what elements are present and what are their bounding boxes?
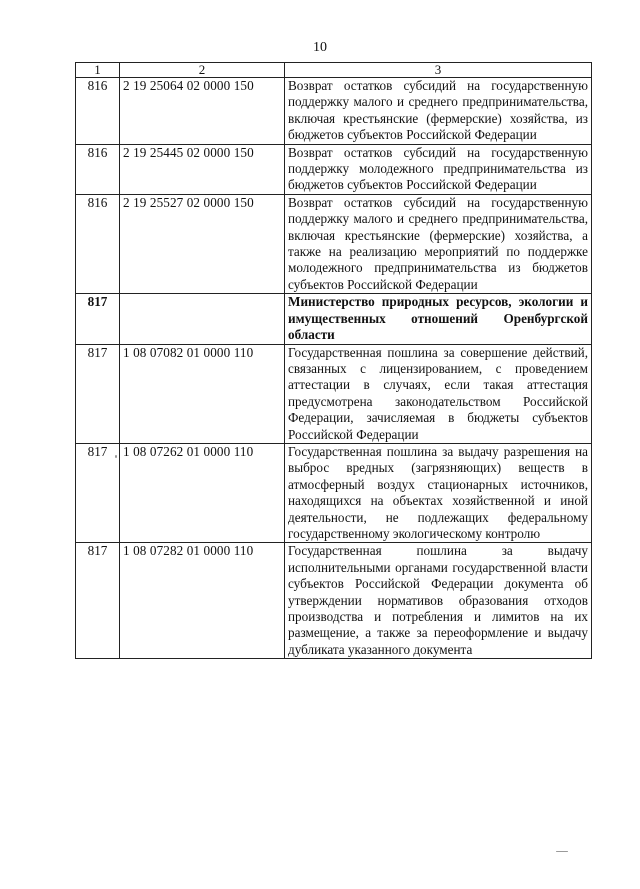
budget-code-cell: 1 08 07082 01 0000 110 — [120, 344, 285, 443]
header-cell-3: 3 — [285, 63, 592, 78]
budget-code-cell: 2 19 25527 02 0000 150 — [120, 194, 285, 293]
revenue-name-cell: Государственная пошлина за совершение действий, связанных с лицензированием, с проведением аттестации в случаях, если такая аттестация предусмотрена законодательством Российской Федерации, зачисляемая в бюджеты субъектов Российской Федерации — [285, 344, 592, 443]
header-cell-1: 1 — [76, 63, 120, 78]
budget-code-cell: 1 08 07262 01 0000 110 — [120, 443, 285, 542]
scan-speck — [115, 455, 117, 458]
org-code-cell: 816 — [76, 144, 120, 194]
revenue-name-cell: Возврат остатков субсидий на государственную поддержку малого и среднего предпринимательства, включая крестьянские (фермерские) хозяйства, из бюджетов субъектов Российской Федерации — [285, 78, 592, 145]
table-body — [76, 63, 592, 659]
budget-code-cell: 2 19 25445 02 0000 150 — [120, 144, 285, 194]
org-code-cell: 816 — [76, 194, 120, 293]
org-code-cell: 817 — [76, 543, 120, 659]
table-row — [76, 294, 592, 344]
page-number: 10 — [313, 40, 327, 55]
revenue-name-cell: Возврат остатков субсидий на государственную поддержку малого и среднего предпринимательства, включая крестьянские (фермерские) хозяйства, а также на реализацию мероприятий по поддержке молодежного предпринимательства из бюджетов субъектов Российской Федерации — [285, 194, 592, 293]
budget-code-cell — [120, 294, 285, 344]
org-code-cell: 817 — [76, 344, 120, 443]
table-row — [76, 344, 592, 443]
org-code-cell: 817 — [76, 443, 120, 542]
scan-speck — [556, 851, 568, 852]
budget-code-cell: 2 19 25064 02 0000 150 — [120, 78, 285, 145]
table-row — [76, 543, 592, 659]
table-row — [76, 443, 592, 542]
table-header-row — [76, 63, 592, 78]
revenue-name-cell: Возврат остатков субсидий на государственную поддержку молодежного предпринимательства из бюджетов субъектов Российской Федерации — [285, 144, 592, 194]
table-row — [76, 78, 592, 145]
header-cell-2: 2 — [120, 63, 285, 78]
org-code-cell: 817 — [76, 294, 120, 344]
revenue-name-cell: Министерство природных ресурсов, экологии и имущественных отношений Оренбургской области — [285, 294, 592, 344]
revenue-codes-table — [75, 62, 592, 659]
revenue-name-cell: Государственная пошлина за выдачу исполнительными органами государственной власти субъектов Российской Федерации документа об утверждении нормативов образования отходов производства и потребления и лимитов на их размещение, а также за переоформление и выдачу дубликата указанного документа — [285, 543, 592, 659]
table-row — [76, 144, 592, 194]
revenue-name-cell: Государственная пошлина за выдачу разрешения на выброс вредных (загрязняющих) веществ в атмосферный воздух стационарных источников, находящихся на объектах хозяйственной и иной деятельности, не подлежащих федеральному государственному экологическому контролю — [285, 443, 592, 542]
table-row — [76, 194, 592, 293]
budget-code-cell: 1 08 07282 01 0000 110 — [120, 543, 285, 659]
org-code-cell: 816 — [76, 78, 120, 145]
